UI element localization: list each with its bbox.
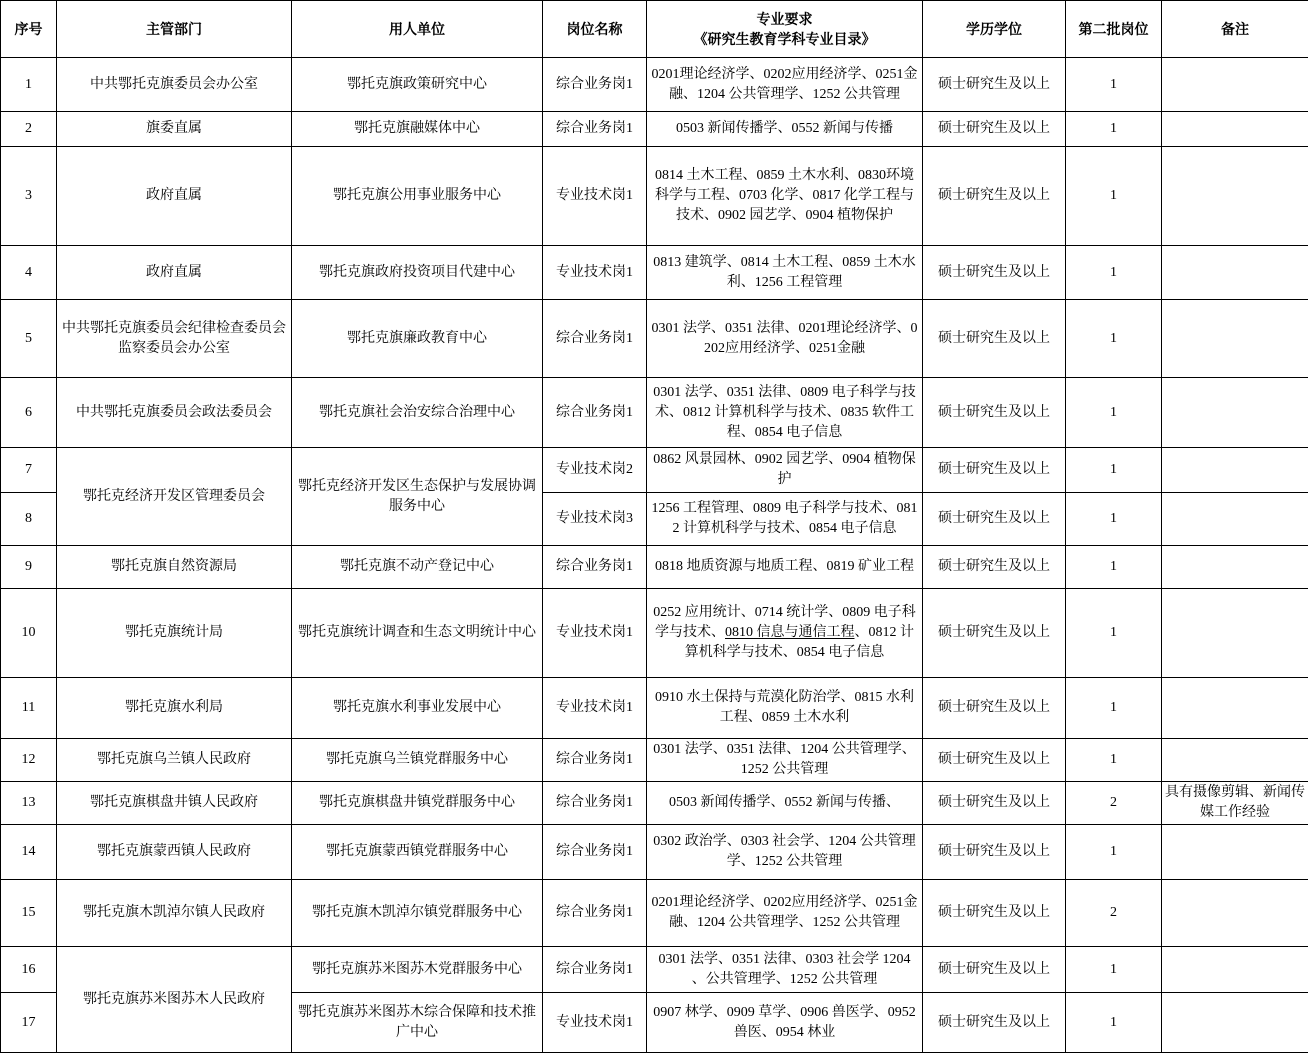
cell-note (1162, 58, 1308, 112)
cell-dept-merged: 鄂托克经济开发区管理委员会 (57, 448, 292, 546)
cell-degree: 硕士研究生及以上 (923, 678, 1066, 739)
cell-unit: 鄂托克旗苏米图苏木综合保障和技术推广中心 (292, 993, 543, 1053)
cell-major (647, 589, 923, 678)
cell-no: 4 (1, 246, 57, 300)
cell-no: 14 (1, 825, 57, 880)
cell-batch: 1 (1066, 378, 1162, 448)
cell-batch: 1 (1066, 546, 1162, 589)
cell-no: 13 (1, 782, 57, 825)
cell-batch: 1 (1066, 678, 1162, 739)
cell-unit: 鄂托克旗乌兰镇党群服务中心 (292, 739, 543, 782)
cell-note: 具有摄像剪辑、新闻传媒工作经验 (1162, 782, 1308, 825)
cell-post: 综合业务岗1 (543, 58, 647, 112)
cell-dept-merged: 鄂托克旗苏米图苏木人民政府 (57, 947, 292, 1053)
cell-major: 0201理论经济学、0202应用经济学、0251金融、1204 公共管理学、1252 公共管理 (647, 58, 923, 112)
table-row (1, 947, 1308, 993)
cell-dept: 鄂托克旗蒙西镇人民政府 (57, 825, 292, 880)
cell-no: 2 (1, 112, 57, 147)
cell-post: 专业技术岗1 (543, 993, 647, 1053)
cell-post: 专业技术岗1 (543, 678, 647, 739)
cell-note (1162, 147, 1308, 246)
cell-degree: 硕士研究生及以上 (923, 880, 1066, 947)
cell-dept: 鄂托克旗乌兰镇人民政府 (57, 739, 292, 782)
cell-no: 11 (1, 678, 57, 739)
cell-dept: 中共鄂托克旗委员会纪律检查委员会监察委员会办公室 (57, 300, 292, 378)
table-row (1, 147, 1308, 246)
cell-major: 0907 林学、0909 草学、0906 兽医学、0952 兽医、0954 林业 (647, 993, 923, 1053)
table-row (1, 300, 1308, 378)
cell-degree: 硕士研究生及以上 (923, 58, 1066, 112)
cell-degree: 硕士研究生及以上 (923, 448, 1066, 493)
cell-dept: 鄂托克旗木凯淖尔镇人民政府 (57, 880, 292, 947)
table-header-row (1, 1, 1308, 58)
cell-major: 0910 水土保持与荒漠化防治学、0815 水利工程、0859 土木水利 (647, 678, 923, 739)
cell-no: 1 (1, 58, 57, 112)
cell-unit: 鄂托克旗统计调查和生态文明统计中心 (292, 589, 543, 678)
cell-note (1162, 880, 1308, 947)
cell-no: 15 (1, 880, 57, 947)
cell-note (1162, 546, 1308, 589)
cell-major: 0301 法学、0351 法律、0809 电子科学与技术、0812 计算机科学与技术、0835 软件工程、0854 电子信息 (647, 378, 923, 448)
major-text: 、0812 计算机科学与技术、0854 电子信息 (685, 625, 914, 660)
cell-unit: 鄂托克旗蒙西镇党群服务中心 (292, 825, 543, 880)
table-row (1, 58, 1308, 112)
cell-no: 8 (1, 493, 57, 546)
header-cell-note: 备注 (1162, 1, 1308, 58)
cell-dept: 鄂托克旗棋盘井镇人民政府 (57, 782, 292, 825)
cell-degree: 硕士研究生及以上 (923, 493, 1066, 546)
header-cell-batch: 第二批岗位 (1066, 1, 1162, 58)
cell-dept: 政府直属 (57, 147, 292, 246)
cell-batch: 1 (1066, 589, 1162, 678)
cell-major: 0814 土木工程、0859 土木水利、0830环境科学与工程、0703 化学、0817 化学工程与技术、0902 园艺学、0904 植物保护 (647, 147, 923, 246)
cell-post: 专业技术岗2 (543, 448, 647, 493)
cell-post: 综合业务岗1 (543, 739, 647, 782)
cell-no: 9 (1, 546, 57, 589)
cell-unit: 鄂托克旗社会治安综合治理中心 (292, 378, 543, 448)
header-major-line1: 专业要求 (650, 9, 919, 29)
cell-no: 12 (1, 739, 57, 782)
table-row (1, 739, 1308, 782)
cell-degree: 硕士研究生及以上 (923, 378, 1066, 448)
header-cell-dept: 主管部门 (57, 1, 292, 58)
cell-unit: 鄂托克旗棋盘井镇党群服务中心 (292, 782, 543, 825)
cell-note (1162, 246, 1308, 300)
cell-unit: 鄂托克旗苏米图苏木党群服务中心 (292, 947, 543, 993)
cell-unit: 鄂托克旗水利事业发展中心 (292, 678, 543, 739)
header-cell-unit: 用人单位 (292, 1, 543, 58)
cell-post: 综合业务岗1 (543, 300, 647, 378)
table-row (1, 112, 1308, 147)
cell-note (1162, 993, 1308, 1053)
cell-no: 3 (1, 147, 57, 246)
cell-batch: 1 (1066, 58, 1162, 112)
cell-unit: 鄂托克旗融媒体中心 (292, 112, 543, 147)
cell-no: 16 (1, 947, 57, 993)
cell-major: 0301 法学、0351 法律、0201理论经济学、0202应用经济学、0251金融 (647, 300, 923, 378)
cell-degree: 硕士研究生及以上 (923, 739, 1066, 782)
header-cell-post: 岗位名称 (543, 1, 647, 58)
table-row (1, 678, 1308, 739)
cell-batch: 1 (1066, 493, 1162, 546)
cell-post: 综合业务岗1 (543, 546, 647, 589)
cell-dept: 中共鄂托克旗委员会办公室 (57, 58, 292, 112)
header-major-line2: 《研究生教育学科专业目录》 (650, 29, 919, 49)
cell-batch: 2 (1066, 880, 1162, 947)
table-row (1, 880, 1308, 947)
table-row (1, 782, 1308, 825)
cell-post: 专业技术岗1 (543, 589, 647, 678)
table-row (1, 448, 1308, 493)
cell-unit: 鄂托克旗政府投资项目代建中心 (292, 246, 543, 300)
cell-note (1162, 378, 1308, 448)
cell-degree: 硕士研究生及以上 (923, 546, 1066, 589)
header-cell-degree: 学历学位 (923, 1, 1066, 58)
cell-post: 综合业务岗1 (543, 947, 647, 993)
cell-major: 0503 新闻传播学、0552 新闻与传播 (647, 112, 923, 147)
header-cell-no: 序号 (1, 1, 57, 58)
cell-batch: 1 (1066, 112, 1162, 147)
cell-degree: 硕士研究生及以上 (923, 589, 1066, 678)
cell-unit-merged: 鄂托克经济开发区生态保护与发展协调服务中心 (292, 448, 543, 546)
cell-post: 综合业务岗1 (543, 825, 647, 880)
cell-batch: 1 (1066, 147, 1162, 246)
cell-note (1162, 678, 1308, 739)
table-row (1, 378, 1308, 448)
cell-major: 0201理论经济学、0202应用经济学、0251金融、1204 公共管理学、1252 公共管理 (647, 880, 923, 947)
cell-major: 0813 建筑学、0814 土木工程、0859 土木水利、1256 工程管理 (647, 246, 923, 300)
cell-batch: 1 (1066, 300, 1162, 378)
cell-degree: 硕士研究生及以上 (923, 782, 1066, 825)
table-row (1, 546, 1308, 589)
cell-batch: 1 (1066, 246, 1162, 300)
header-cell-major (647, 1, 923, 58)
table-row (1, 825, 1308, 880)
cell-no: 7 (1, 448, 57, 493)
cell-dept: 中共鄂托克旗委员会政法委员会 (57, 378, 292, 448)
cell-note (1162, 947, 1308, 993)
cell-batch: 1 (1066, 448, 1162, 493)
cell-unit: 鄂托克旗木凯淖尔镇党群服务中心 (292, 880, 543, 947)
cell-post: 综合业务岗1 (543, 782, 647, 825)
cell-no: 17 (1, 993, 57, 1053)
cell-batch: 1 (1066, 825, 1162, 880)
cell-no: 5 (1, 300, 57, 378)
cell-unit: 鄂托克旗不动产登记中心 (292, 546, 543, 589)
cell-major: 0818 地质资源与地质工程、0819 矿业工程 (647, 546, 923, 589)
cell-batch: 1 (1066, 739, 1162, 782)
cell-post: 专业技术岗3 (543, 493, 647, 546)
cell-major: 0862 风景园林、0902 园艺学、0904 植物保护 (647, 448, 923, 493)
cell-major: 0301 法学、0351 法律、0303 社会学 1204 、公共管理学、1252 公共管理 (647, 947, 923, 993)
cell-post: 综合业务岗1 (543, 112, 647, 147)
cell-post: 专业技术岗1 (543, 147, 647, 246)
major-text: 0252 应用统计、0714 统计学、0809 电子科学与技术、 (653, 605, 916, 640)
cell-note (1162, 300, 1308, 378)
cell-unit: 鄂托克旗廉政教育中心 (292, 300, 543, 378)
cell-degree: 硕士研究生及以上 (923, 246, 1066, 300)
cell-note (1162, 589, 1308, 678)
cell-degree: 硕士研究生及以上 (923, 825, 1066, 880)
cell-post: 综合业务岗1 (543, 378, 647, 448)
cell-degree: 硕士研究生及以上 (923, 112, 1066, 147)
cell-dept: 鄂托克旗水利局 (57, 678, 292, 739)
cell-note (1162, 112, 1308, 147)
cell-batch: 1 (1066, 993, 1162, 1053)
cell-major: 0503 新闻传播学、0552 新闻与传播、 (647, 782, 923, 825)
cell-batch: 2 (1066, 782, 1162, 825)
cell-dept: 政府直属 (57, 246, 292, 300)
cell-note (1162, 825, 1308, 880)
cell-dept: 鄂托克旗自然资源局 (57, 546, 292, 589)
cell-dept: 鄂托克旗统计局 (57, 589, 292, 678)
cell-major: 1256 工程管理、0809 电子科学与技术、0812 计算机科学与技术、0854 电子信息 (647, 493, 923, 546)
cell-unit: 鄂托克旗公用事业服务中心 (292, 147, 543, 246)
cell-note (1162, 493, 1308, 546)
cell-post: 专业技术岗1 (543, 246, 647, 300)
cell-no: 10 (1, 589, 57, 678)
cell-degree: 硕士研究生及以上 (923, 300, 1066, 378)
table-row (1, 246, 1308, 300)
cell-degree: 硕士研究生及以上 (923, 993, 1066, 1053)
cell-note (1162, 448, 1308, 493)
table-row (1, 589, 1308, 678)
cell-note (1162, 739, 1308, 782)
cell-degree: 硕士研究生及以上 (923, 147, 1066, 246)
cell-degree: 硕士研究生及以上 (923, 947, 1066, 993)
cell-major: 0302 政治学、0303 社会学、1204 公共管理学、1252 公共管理 (647, 825, 923, 880)
cell-post: 综合业务岗1 (543, 880, 647, 947)
cell-unit: 鄂托克旗政策研究中心 (292, 58, 543, 112)
cell-batch: 1 (1066, 947, 1162, 993)
cell-major: 0301 法学、0351 法律、1204 公共管理学、1252 公共管理 (647, 739, 923, 782)
cell-no: 6 (1, 378, 57, 448)
major-text-underlined: 0810 信息与通信工程 (725, 625, 855, 640)
cell-dept: 旗委直属 (57, 112, 292, 147)
